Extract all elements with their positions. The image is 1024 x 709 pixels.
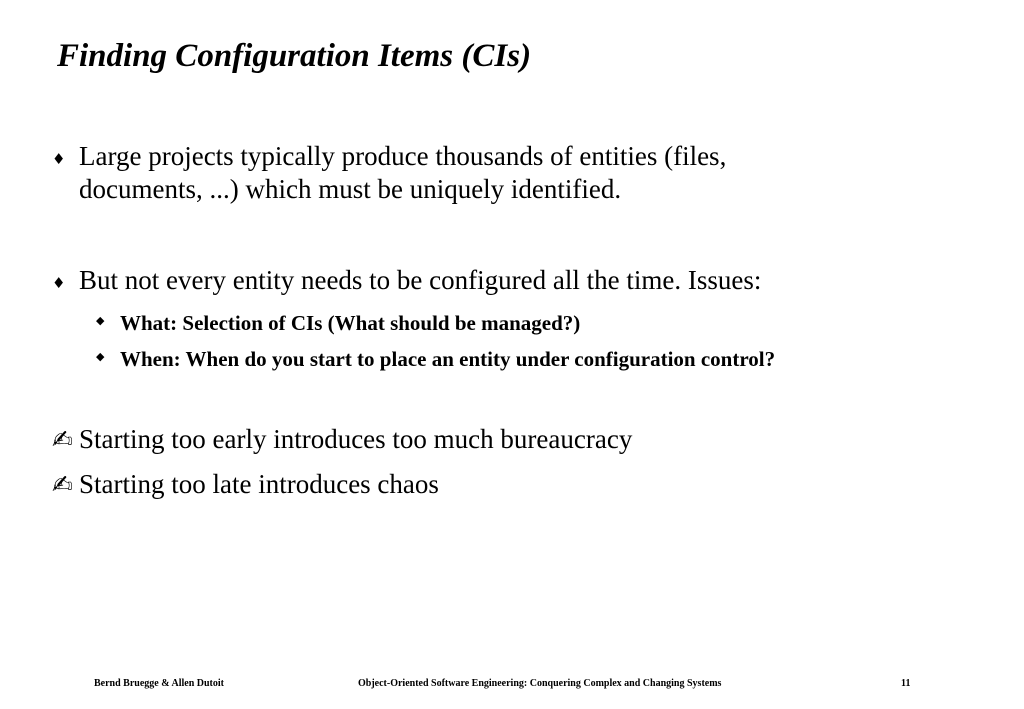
sub-bullet-text: What: Selection of CIs (What should be managed?)	[120, 311, 581, 335]
bullet-text-line: But not every entity needs to be configured all the time. Issues:	[79, 265, 762, 295]
diamond-bullet-icon: ◆	[96, 350, 105, 363]
bullet-text-line: Large projects typically produce thousands of entities (files,	[79, 141, 727, 171]
conclusion-text: Starting too early introduces too much bureaucracy	[79, 424, 633, 454]
sub-bullet-text: When: When do you start to place an entity under configuration control?	[120, 347, 776, 371]
footer-authors: Bernd Bruegge & Allen Dutoit	[94, 678, 224, 689]
conclusion-text: Starting too late introduces chaos	[79, 469, 439, 499]
writing-hand-icon: ✍	[52, 425, 73, 454]
writing-hand-icon: ✍	[52, 470, 73, 499]
slide-title: Finding Configuration Items (CIs)	[57, 38, 532, 74]
diamond-bullet-icon: ◆	[96, 314, 105, 327]
bullet-text-line: documents, ...) which must be uniquely identified.	[79, 174, 622, 204]
diamond-bullet-icon: ♦	[52, 274, 66, 292]
footer-page-number: 11	[901, 678, 911, 689]
footer-book-title: Object-Oriented Software Engineering: Conquering Complex and Changing Systems	[358, 678, 722, 689]
diamond-bullet-icon: ♦	[52, 150, 66, 168]
